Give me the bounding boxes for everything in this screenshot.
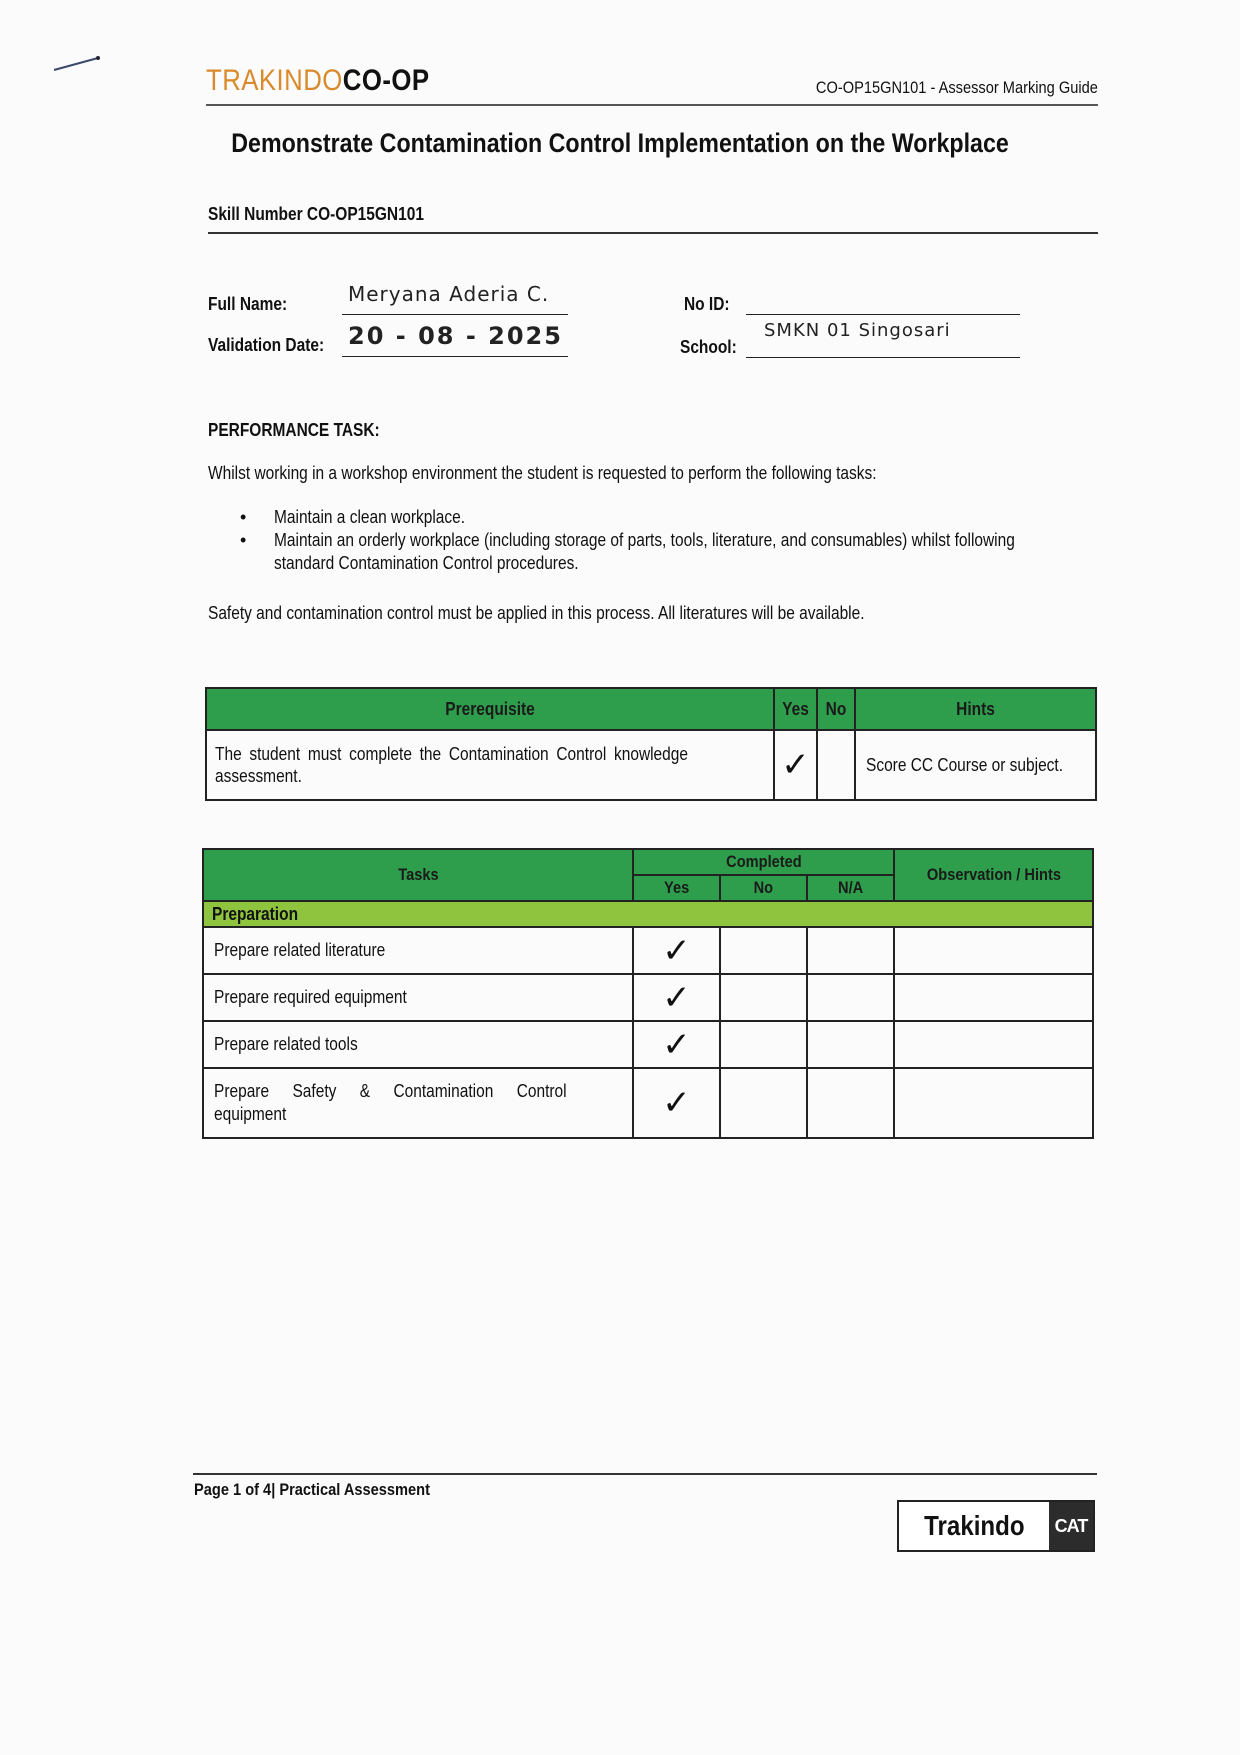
section-label: Preparation	[203, 901, 1093, 927]
col-prerequisite: Prerequisite	[206, 688, 774, 730]
brand-logo	[206, 64, 466, 98]
task-label: Prepare required equipment	[203, 974, 633, 1021]
task-yes-check[interactable]: ✓	[633, 1068, 720, 1138]
task-observation[interactable]	[894, 1068, 1093, 1138]
task-no-check[interactable]	[720, 927, 807, 974]
task-bullet-list	[240, 506, 1100, 575]
bullet-icon: •	[240, 507, 247, 527]
task-label: Prepare Safety & Contamination Control equipment	[203, 1068, 633, 1138]
validation-date-value: 20 - 08 - 2025	[348, 322, 563, 350]
full-name-value: Meryana Aderia C.	[348, 282, 550, 306]
page-number: Page 1 of 4| Practical Assessment	[194, 1480, 430, 1499]
table-row	[203, 1021, 1093, 1068]
col-no: No	[817, 688, 855, 730]
task-no-check[interactable]	[720, 1068, 807, 1138]
brand-trakindo: TRAKINDO	[206, 64, 343, 97]
task-yes-check[interactable]: ✓	[633, 1021, 720, 1068]
no-id-label: No ID:	[684, 294, 730, 314]
no-id-field[interactable]	[746, 286, 1020, 315]
school-label: School:	[680, 337, 737, 357]
document-code: CO-OP15GN101 - Assessor Marking Guide	[816, 78, 1098, 97]
task-na-check[interactable]	[807, 927, 894, 974]
task-observation[interactable]	[894, 927, 1093, 974]
full-name-label: Full Name:	[208, 294, 288, 314]
col-yes: Yes	[633, 875, 720, 901]
performance-task-heading: PERFORMANCE TASK:	[208, 420, 380, 440]
pen-mark	[52, 55, 102, 73]
trakindo-cat-logo	[897, 1500, 1095, 1552]
col-na: N/A	[807, 875, 894, 901]
cat-logo-icon: CAT	[1049, 1502, 1093, 1550]
school-value: SMKN 01 Singosari	[764, 320, 951, 341]
prerequisite-table	[205, 687, 1097, 801]
col-hints: Hints	[855, 688, 1096, 730]
bullet-item: • Maintain a clean workplace.	[240, 507, 466, 527]
task-no-check[interactable]	[720, 974, 807, 1021]
prerequisite-yes-check[interactable]: ✓	[774, 730, 817, 800]
brand-coop: CO-OP	[342, 64, 430, 97]
performance-note: Safety and contamination control must be applied in this process. All literatures will be available.	[208, 603, 865, 623]
bullet-icon: •	[240, 530, 247, 550]
page-header	[206, 64, 1098, 106]
tasks-header-row	[203, 849, 1093, 875]
task-observation[interactable]	[894, 1021, 1093, 1068]
skill-number: Skill Number CO-OP15GN101	[208, 204, 1098, 234]
table-row	[203, 974, 1093, 1021]
task-na-check[interactable]	[807, 1021, 894, 1068]
task-yes-check[interactable]: ✓	[633, 974, 720, 1021]
prerequisite-no-check[interactable]	[817, 730, 855, 800]
bullet-item: • Maintain an orderly workplace (including storage of parts, tools, literature, and consumables) whilst following standard Contamination Control procedures.	[240, 530, 1015, 573]
section-row-preparation	[203, 901, 1093, 927]
prerequisite-header-row	[206, 688, 1096, 730]
footer-divider	[193, 1473, 1097, 1475]
logo-wordmark: Trakindo	[923, 1510, 1025, 1541]
table-row	[206, 730, 1096, 800]
col-completed: Completed	[633, 849, 894, 875]
task-observation[interactable]	[894, 974, 1093, 1021]
table-row	[203, 927, 1093, 974]
task-label: Prepare related tools	[203, 1021, 633, 1068]
col-observation: Observation / Hints	[894, 849, 1093, 901]
col-tasks: Tasks	[203, 849, 633, 901]
prerequisite-text: The student must complete the Contamination Control knowledge assessment.	[206, 730, 774, 800]
task-na-check[interactable]	[807, 1068, 894, 1138]
task-no-check[interactable]	[720, 1021, 807, 1068]
page-title: Demonstrate Contamination Control Implementation on the Workplace	[231, 128, 1009, 158]
task-na-check[interactable]	[807, 974, 894, 1021]
task-label: Prepare related literature	[203, 927, 633, 974]
table-row	[203, 1068, 1093, 1138]
performance-intro: Whilst working in a workshop environment the student is requested to perform the following tasks:	[208, 463, 877, 483]
task-yes-check[interactable]: ✓	[633, 927, 720, 974]
col-yes: Yes	[774, 688, 817, 730]
tasks-table	[202, 848, 1094, 1139]
validation-date-label: Validation Date:	[208, 335, 325, 355]
col-no: No	[720, 875, 807, 901]
prerequisite-hint: Score CC Course or subject.	[855, 730, 1096, 800]
